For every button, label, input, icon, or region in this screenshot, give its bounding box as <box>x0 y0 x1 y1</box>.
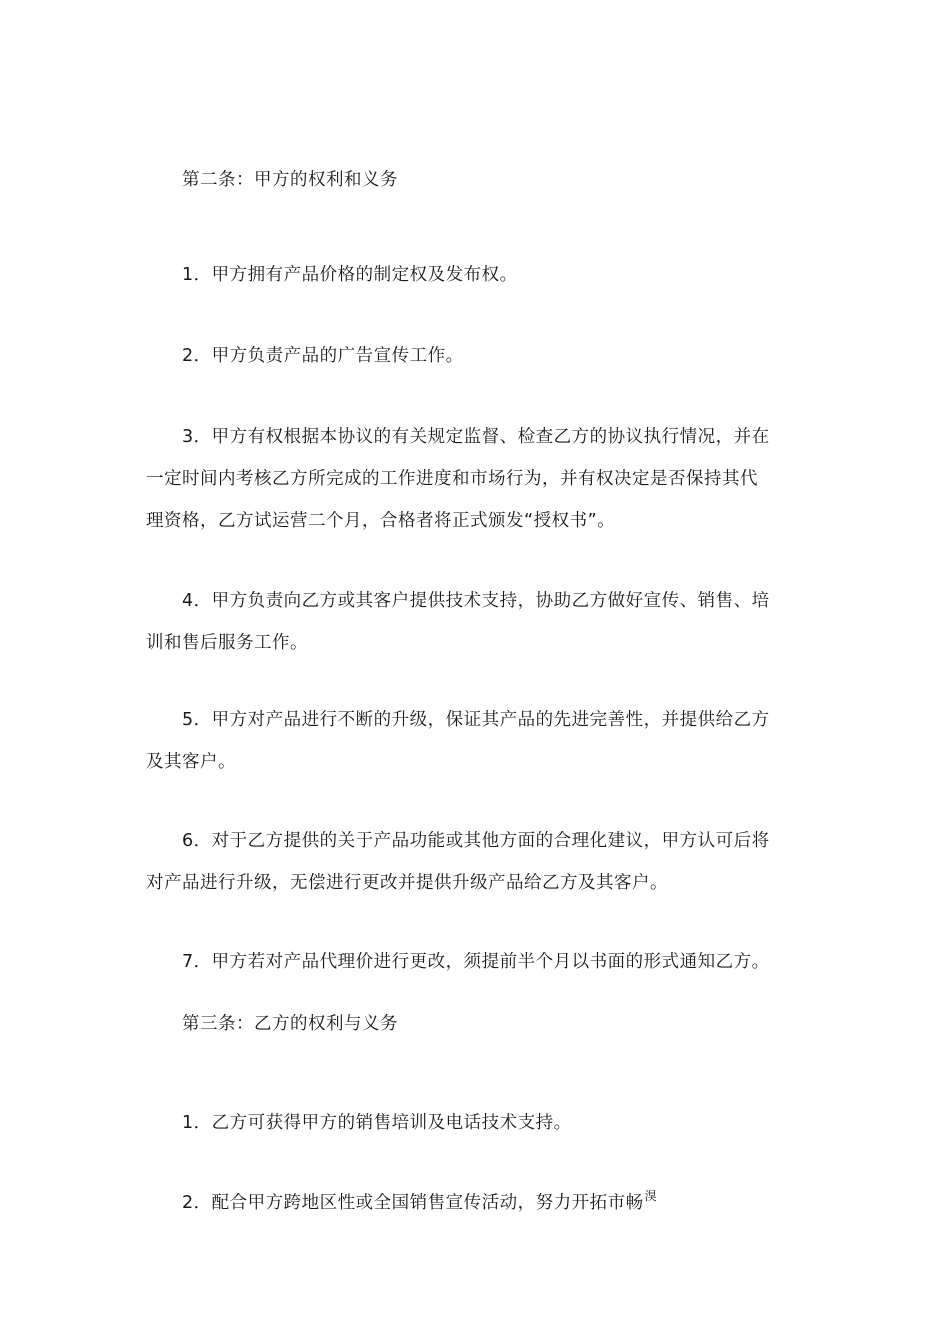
article-2-item-3-line-2: 一定时间内考核乙方所完成的工作进度和市场行为，并有权决定是否保持其代 <box>146 468 758 489</box>
article-2-item-4-line-2: 训和售后服务工作。 <box>146 632 308 653</box>
article-2-item-6-line-1: 6．对于乙方提供的关于产品功能或其他方面的合理化建议，甲方认可后将 <box>182 830 770 851</box>
article-3-item-2 <box>182 1183 657 1223</box>
article-2-item-7: 7．甲方若对产品代理价进行更改，须提前半个月以书面的形式通知乙方。 <box>182 951 770 972</box>
article-2-item-2: 2．甲方负责产品的广告宣传工作。 <box>182 345 464 366</box>
article-2-item-5-line-1: 5．甲方对产品进行不断的升级，保证其产品的先进完善性，并提供给乙方 <box>182 709 770 730</box>
article-3-heading: 第三条：乙方的权利与义务 <box>182 1014 398 1034</box>
article-2-item-1: 1．甲方拥有产品价格的制定权及发布权。 <box>182 264 518 285</box>
article-2-heading: 第二条：甲方的权利和义务 <box>182 170 398 190</box>
article-3-item-2-text: 2．配合甲方跨地区性或全国销售宣传活动，努力开拓市畅 <box>182 1192 644 1213</box>
article-2-item-4-line-1: 4．甲方负责向乙方或其客户提供技术支持，协助乙方做好宣传、销售、培 <box>182 590 770 611</box>
article-2-item-3-line-3: 理资格，乙方试运营二个月，合格者将正式颁发“授权书”。 <box>146 510 616 531</box>
article-2-item-3-line-1: 3．甲方有权根据本协议的有关规定监督、检查乙方的协议执行情况，并在 <box>182 426 770 447</box>
article-3-item-1: 1．乙方可获得甲方的销售培训及电话技术支持。 <box>182 1112 572 1133</box>
article-3-item-2-cut-glyph: 湨 <box>644 1188 658 1203</box>
article-2-item-5-line-2: 及其客户。 <box>146 751 236 772</box>
article-2-item-6-line-2: 对产品进行升级，无偿进行更改并提供升级产品给乙方及其客户。 <box>146 872 668 893</box>
